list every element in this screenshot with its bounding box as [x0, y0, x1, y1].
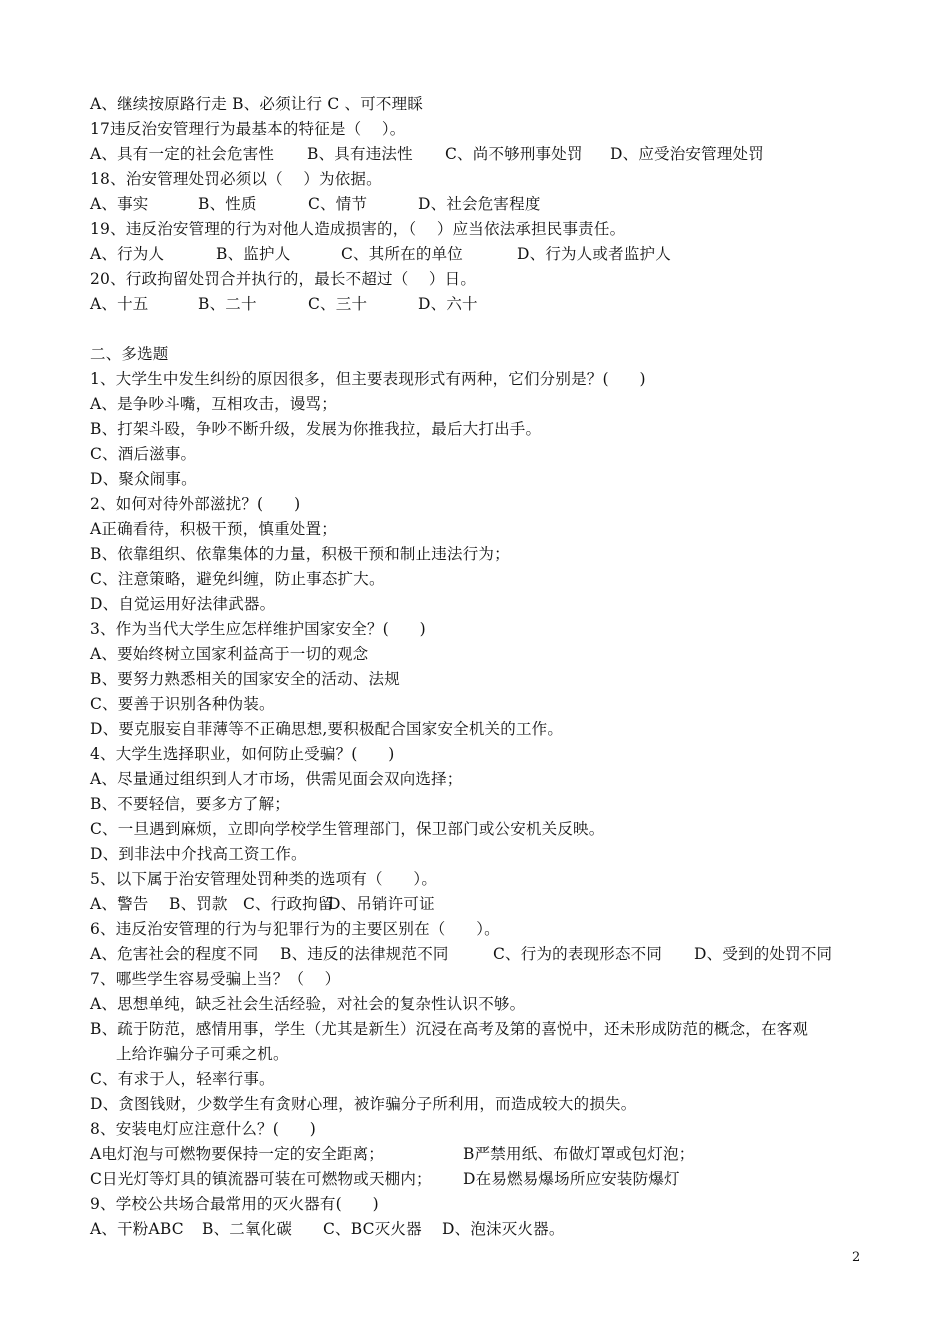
option-text: C、尚不够刑事处罚	[445, 145, 583, 163]
text-line: 1、大学生中发生纠纷的原因很多，但主要表现形式有两种，它们分别是？( )	[90, 370, 646, 388]
text-line: C、要善于识别各种伪装。	[90, 695, 275, 713]
text-line: 2、如何对待外部滋扰？( )	[90, 495, 301, 513]
text-line: 19、违反治安管理的行为对他人造成损害的，（ ）应当依法承担民事责任。	[90, 220, 626, 238]
option-text: B、性质	[198, 195, 257, 213]
option-text: D、应受治安管理处罚	[610, 145, 764, 163]
option-text: C、其所在的单位	[341, 245, 463, 263]
text-line: A、尽量通过组织到人才市场，供需见面会双向选择；	[90, 770, 463, 788]
option-text: B、违反的法律规范不同	[280, 945, 449, 963]
text-line: 上给诈骗分子可乘之机。	[116, 1045, 289, 1063]
option-text: A、警告	[90, 895, 149, 913]
option-text: C、BC灭火器	[323, 1220, 422, 1238]
option-text: D在易燃易爆场所应安装防爆灯	[463, 1170, 680, 1188]
option-text: A、事实	[90, 195, 149, 213]
text-line: B、依靠组织、依靠集体的力量，积极干预和制止违法行为；	[90, 545, 510, 563]
text-line: A、是争吵斗嘴，互相攻击，谩骂；	[90, 395, 337, 413]
text-line: A、要始终树立国家利益高于一切的观念	[90, 645, 369, 663]
text-line: A、思想单纯，缺乏社会生活经验，对社会的复杂性认识不够。	[90, 995, 526, 1013]
option-text: D、吊销许可证	[328, 895, 435, 913]
text-line: C、一旦遇到麻烦，立即向学校学生管理部门，保卫部门或公安机关反映。	[90, 820, 605, 838]
option-text: B、二十	[198, 295, 257, 313]
option-text: B、具有违法性	[307, 145, 413, 163]
text-line: 18、治安管理处罚必须以（ ）为依据。	[90, 170, 382, 188]
text-line: B、不要轻信，要多方了解；	[90, 795, 290, 813]
option-text: D、受到的处罚不同	[694, 945, 833, 963]
text-line: B、打架斗殴，争吵不断升级，发展为你推我拉，最后大打出手。	[90, 420, 542, 438]
text-line: D、到非法中介找高工资工作。	[90, 845, 307, 863]
option-text: D、行为人或者监护人	[517, 245, 671, 263]
option-text: B严禁用纸、布做灯罩或包灯泡；	[463, 1145, 695, 1163]
option-text: A、具有一定的社会危害性	[90, 145, 275, 163]
option-text: A、干粉ABC	[90, 1220, 184, 1238]
option-text: C、行为的表现形态不同	[493, 945, 663, 963]
text-line: 4、大学生选择职业，如何防止受骗？( )	[90, 745, 395, 763]
text-line: A、继续按原路行走 B、必须让行 C 、可不理睬	[90, 95, 424, 113]
text-line: D、要克服妄自菲薄等不正确思想,要积极配合国家安全机关的工作。	[90, 720, 564, 738]
text-line: A正确看待，积极干预，慎重处置；	[90, 520, 337, 538]
text-line: 5、以下属于治安管理处罚种类的选项有（ ）。	[90, 870, 438, 888]
option-text: C、行政拘留	[243, 895, 334, 913]
option-text: C、情节	[308, 195, 368, 213]
text-line: B、要努力熟悉相关的国家安全的活动、法规	[90, 670, 400, 688]
text-line: C、酒后滋事。	[90, 445, 197, 463]
option-text: D、社会危害程度	[418, 195, 541, 213]
text-line: 9、学校公共场合最常用的灭火器有( )	[90, 1195, 379, 1213]
text-line: C、注意策略，避免纠缠，防止事态扩大。	[90, 570, 385, 588]
option-text: B、监护人	[216, 245, 291, 263]
option-text: A、十五	[90, 295, 149, 313]
page-number: 2	[852, 1250, 861, 1265]
text-line: 二、多选题	[90, 345, 169, 363]
text-line: D、自觉运用好法律武器。	[90, 595, 276, 613]
option-text: B、二氧化碳	[202, 1220, 293, 1238]
option-text: D、六十	[418, 295, 478, 313]
option-text: D、泡沫灭火器。	[442, 1220, 565, 1238]
option-text: B、罚款	[169, 895, 228, 913]
text-line: 3、作为当代大学生应怎样维护国家安全？( )	[90, 620, 426, 638]
option-text: A、危害社会的程度不同	[90, 945, 259, 963]
option-text: C日光灯等灯具的镇流器可装在可燃物或天棚内；	[90, 1170, 432, 1188]
text-line: D、聚众闹事。	[90, 470, 197, 488]
text-line: C、有求于人，轻率行事。	[90, 1070, 275, 1088]
text-line: 6、违反治安管理的行为与犯罪行为的主要区别在（ ）。	[90, 920, 500, 938]
option-text: C、三十	[308, 295, 368, 313]
text-line: 20、行政拘留处罚合并执行的，最长不超过（ ）日。	[90, 270, 477, 288]
text-line: D、贪图钱财，少数学生有贪财心理，被诈骗分子所利用，而造成较大的损失。	[90, 1095, 637, 1113]
option-text: A、行为人	[90, 245, 165, 263]
text-line: 8、安装电灯应注意什么？( )	[90, 1120, 317, 1138]
text-line: B、疏于防范，感情用事，学生（尤其是新生）沉浸在高考及第的喜悦中，还未形成防范的概念，在客观	[90, 1020, 809, 1038]
text-line: 17违反治安管理行为最基本的特征是（ ）。	[90, 120, 406, 138]
text-line: 7、哪些学生容易受骗上当？（ ）	[90, 970, 341, 988]
option-text: A电灯泡与可燃物要保持一定的安全距离；	[90, 1145, 384, 1163]
